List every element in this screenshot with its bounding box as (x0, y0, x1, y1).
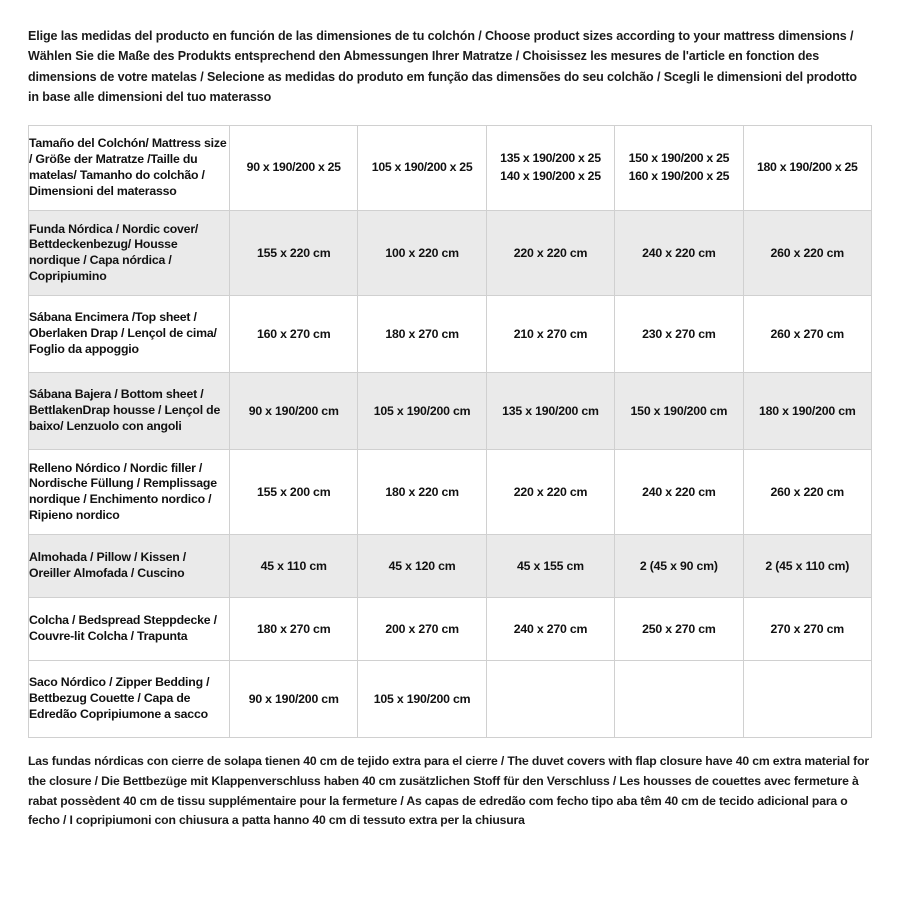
header-col-1 (230, 126, 358, 211)
header-col-5 (743, 126, 871, 211)
header-col-4 (615, 126, 743, 211)
header-label-cell: Tamaño del Colchón/ Mattress size / Größe der Matratze /Taille du matelas/ Tamanho do colchão / Dimensioni del materasso (29, 126, 230, 211)
row-value: 155 x 220 cm (230, 211, 358, 296)
row-value: 135 x 190/200 cm (486, 373, 614, 450)
table-row (29, 296, 872, 373)
row-value: 90 x 190/200 cm (230, 661, 358, 738)
row-value: 45 x 120 cm (358, 535, 486, 598)
row-value: 240 x 270 cm (486, 598, 614, 661)
row-value: 180 x 190/200 cm (743, 373, 871, 450)
row-value (743, 661, 871, 738)
row-value: 180 x 220 cm (358, 450, 486, 535)
row-value: 260 x 270 cm (743, 296, 871, 373)
row-value: 200 x 270 cm (358, 598, 486, 661)
row-value: 260 x 220 cm (743, 450, 871, 535)
row-value: 150 x 190/200 cm (615, 373, 743, 450)
row-value: 2 (45 x 110 cm) (743, 535, 871, 598)
intro-text: Elige las medidas del producto en función de las dimensiones de tu colchón / Choose product sizes according to your mattress dimensions / Wählen Sie die Maße des Produkts entsprechend den Abmessungen Ihrer Matratze / Choisissez les mesures de l'article en fonction des dimensions de votre matelas / Selecione as medidas do produto em função das dimensões do seu colchão / Scegli le dimensioni del prodotto in base alle dimensioni del tuo materasso (28, 29, 857, 104)
row-value: 2 (45 x 90 cm) (615, 535, 743, 598)
header-col-1-line-1: 90 x 190/200 x 25 (246, 160, 341, 175)
row-value: 220 x 220 cm (486, 211, 614, 296)
row-value: 155 x 200 cm (230, 450, 358, 535)
row-value: 260 x 220 cm (743, 211, 871, 296)
row-label: Almohada / Pillow / Kissen / Oreiller Almofada / Cuscino (29, 535, 230, 598)
header-col-4-line-1: 150 x 190/200 x 25 (628, 151, 730, 166)
row-value: 45 x 110 cm (230, 535, 358, 598)
row-value: 210 x 270 cm (486, 296, 614, 373)
table-row (29, 661, 872, 738)
row-label: Saco Nórdico / Zipper Bedding / Bettbezug Couette / Capa de Edredão Copripiumone a sacco (29, 661, 230, 738)
header-col-3 (486, 126, 614, 211)
row-value: 100 x 220 cm (358, 211, 486, 296)
row-label: Colcha / Bedspread Steppdecke / Couvre-lit Colcha / Trapunta (29, 598, 230, 661)
header-col-3-line-2: 140 x 190/200 x 25 (500, 169, 601, 183)
row-value: 180 x 270 cm (230, 598, 358, 661)
row-label: Funda Nórdica / Nordic cover/ Bettdeckenbezug/ Housse nordique / Capa nórdica / Copripiumino (29, 211, 230, 296)
table-row (29, 450, 872, 535)
row-value: 240 x 220 cm (615, 450, 743, 535)
row-value: 105 x 190/200 cm (358, 661, 486, 738)
row-value (615, 661, 743, 738)
table-header-row (29, 126, 872, 211)
row-label: Relleno Nórdico / Nordic filler / Nordische Füllung / Remplissage nordique / Enchimento nordico / Ripieno nordico (29, 450, 230, 535)
table-row (29, 598, 872, 661)
row-value: 270 x 270 cm (743, 598, 871, 661)
table-row (29, 535, 872, 598)
row-value: 45 x 155 cm (486, 535, 614, 598)
row-label: Sábana Encimera /Top sheet / Oberlaken Drap / Lençol de cima/ Foglio da appoggio (29, 296, 230, 373)
row-label: Sábana Bajera / Bottom sheet / BettlakenDrap housse / Lençol de baixo/ Lenzuolo con angoli (29, 373, 230, 450)
header-col-2-line-1: 105 x 190/200 x 25 (371, 160, 473, 175)
row-value: 220 x 220 cm (486, 450, 614, 535)
header-col-3-line-1: 135 x 190/200 x 25 (500, 151, 601, 166)
row-value: 240 x 220 cm (615, 211, 743, 296)
row-value (486, 661, 614, 738)
product-size-table (28, 125, 872, 738)
header-col-5-line-1: 180 x 190/200 x 25 (756, 160, 858, 175)
header-col-4-line-2: 160 x 190/200 x 25 (628, 169, 730, 183)
row-value: 180 x 270 cm (358, 296, 486, 373)
row-value: 160 x 270 cm (230, 296, 358, 373)
table-row (29, 211, 872, 296)
row-value: 230 x 270 cm (615, 296, 743, 373)
row-value: 105 x 190/200 cm (358, 373, 486, 450)
header-col-2 (358, 126, 486, 211)
footnote-text: Las fundas nórdicas con cierre de solapa tienen 40 cm de tejido extra para el cierre / The duvet covers with flap closure have 40 cm extra material for the closure / Die Bettbezüge mit Klappenverschluss haben 40 cm zusätzlichen Stoff für den Verschluss / Les housses de couettes avec fermeture à rabat possèdent 40 cm de tissu supplémentaire pour la fermeture / As capas de edredão com fecho tipo aba têm 40 cm de tecido adicional para o fecho / I copripiumoni con chiusura a patta hanno 40 cm di tessuto extra per la chiusura (28, 754, 869, 828)
row-value: 250 x 270 cm (615, 598, 743, 661)
table-row (29, 373, 872, 450)
row-value: 90 x 190/200 cm (230, 373, 358, 450)
